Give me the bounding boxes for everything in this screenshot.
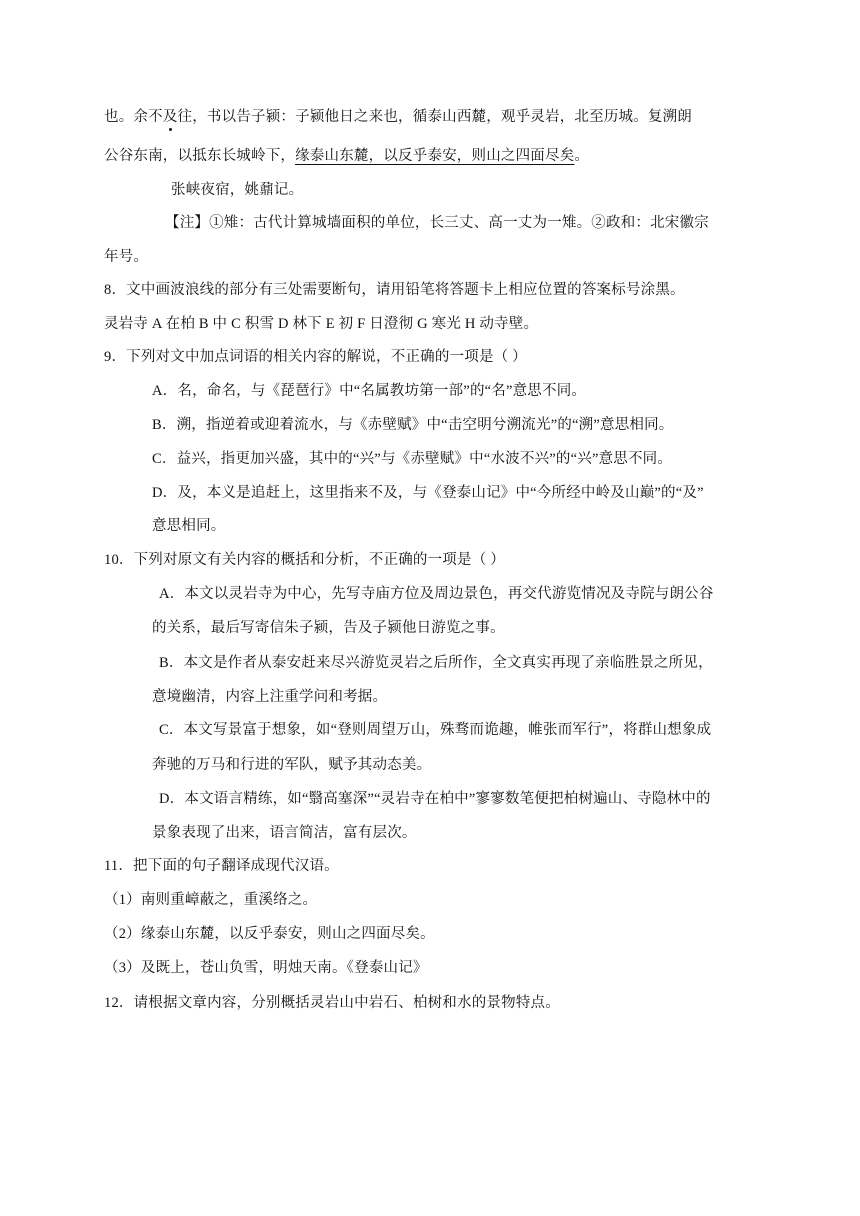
passage-signature: 张峡夜宿，姚鼐记。 bbox=[171, 182, 304, 198]
question-11: 11．把下面的句子翻译成现代汉语。 bbox=[104, 858, 339, 874]
question-8: 8．文中画波浪线的部分有三处需要断句，请用铅笔将答题卡上相应位置的答案标号涂黑。 bbox=[104, 282, 685, 298]
underlined-sentence: 缘泰山东麓，以反乎泰安，则山之四面尽矣 bbox=[295, 148, 575, 164]
question-9-option-c: C．益兴，指更加兴盛，其中的“兴”与《赤壁赋》中“水波不兴”的“兴”意思不同。 bbox=[152, 451, 673, 467]
question-8-sentence: 灵岩寺 A 在柏 B 中 C 积雪 D 林下 E 初 F 日澄彻 G 寒光 H 动寺壁。 bbox=[104, 316, 539, 332]
annotation-line-1: 【注】①雉：古代计算城墙面积的单位，长三丈、高一丈为一雉。②政和：北宋徽宗 bbox=[165, 215, 709, 231]
annotation-line-2: 年号。 bbox=[104, 249, 149, 265]
question-11-item-2: （2）缘泰山东麓，以反乎泰安，则山之四面尽矣。 bbox=[104, 926, 435, 942]
question-11-item-3: （3）及既上，苍山负雪，明烛天南。《登泰山记》 bbox=[104, 960, 428, 976]
question-10-option-d: D．本文语言精练，如“翳高塞深”“灵岩寺在柏中”寥寥数笔便把柏树遍山、寺隐林中的 bbox=[159, 791, 711, 807]
question-9-option-d: D．及，本义是追赶上，这里指来不及，与《登泰山记》中“今所经中岭及山巅”的“及” bbox=[152, 485, 704, 501]
question-10-option-c: C．本文写景富于想象，如“登则周望万山，殊骛而诡趣，帷张而军行”，将群山想象成 bbox=[159, 722, 712, 738]
question-10-option-a: A．本文以灵岩寺为中心，先写寺庙方位及周边景色，再交代游览情况及寺院与朗公谷 bbox=[159, 586, 714, 602]
passage-text: 公谷东南，以抵东长城岭下， bbox=[104, 148, 296, 164]
question-12: 12．请根据文章内容，分别概括灵岩山中岩石、柏树和水的景物特点。 bbox=[104, 995, 560, 1011]
question-9-option-a: A．名，命名，与《琵琶行》中“名属教坊第一部”的“名”意思不同。 bbox=[152, 383, 587, 399]
passage-text: 。 bbox=[574, 148, 590, 164]
question-11-item-1: （1）南则重嶂蔽之，重溪络之。 bbox=[104, 892, 318, 908]
question-10: 10．下列对原文有关内容的概括和分析，不正确的一项是（ ） bbox=[104, 552, 505, 568]
question-10-option-b: B．本文是作者从泰安赶来尽兴游览灵岩之后所作，全文真实再现了亲临胜景之所见， bbox=[159, 655, 713, 671]
passage-line-2 bbox=[104, 146, 589, 166]
question-9-option-d-cont: 意思相同。 bbox=[152, 518, 226, 534]
question-10-option-d-cont: 景象表现了出来，语言简洁，富有层次。 bbox=[152, 825, 417, 841]
question-10-option-a-cont: 的关系，最后写寄信朱子颍，告及子颍他日游览之事。 bbox=[152, 620, 505, 636]
question-10-option-c-cont: 奔驰的万马和行进的军队，赋予其动态美。 bbox=[152, 757, 432, 773]
question-9: 9．下列对文中加点词语的相关内容的解说，不正确的一项是（ ） bbox=[104, 349, 527, 365]
passage-text: 也。余不 bbox=[104, 109, 163, 125]
dotted-word: 及 bbox=[162, 109, 178, 125]
passage-line-1 bbox=[104, 107, 692, 127]
question-9-option-b: B．溯，指逆着或迎着流水，与《赤壁赋》中“击空明兮溯流光”的“溯”意思相同。 bbox=[152, 417, 674, 433]
question-10-option-b-cont: 意境幽清，内容上注重学问和考据。 bbox=[152, 689, 388, 705]
passage-text: 往，书以告子颍：子颍他日之来也，循泰山西麓，观乎灵岩，北至历城。复溯朗 bbox=[177, 109, 693, 125]
